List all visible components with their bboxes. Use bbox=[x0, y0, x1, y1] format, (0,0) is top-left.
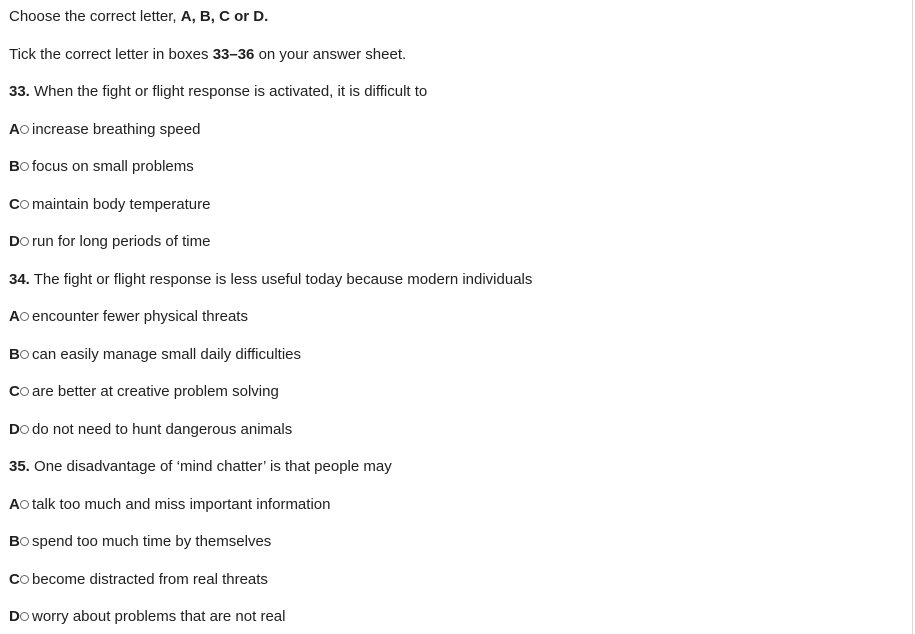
option-letter: B bbox=[9, 533, 20, 550]
radio-button[interactable] bbox=[20, 350, 29, 359]
option-34-c[interactable] bbox=[9, 382, 279, 402]
option-33-b[interactable] bbox=[9, 157, 194, 177]
option-text: encounter fewer physical threats bbox=[32, 308, 248, 325]
question-34 bbox=[9, 270, 532, 290]
option-text: focus on small problems bbox=[32, 158, 194, 175]
option-text: maintain body temperature bbox=[32, 196, 211, 213]
option-text: are better at creative problem solving bbox=[32, 383, 279, 400]
question-text: One disadvantage of ‘mind chatter’ is that people may bbox=[29, 458, 392, 475]
option-letter: A bbox=[9, 496, 20, 513]
option-35-c[interactable] bbox=[9, 570, 268, 590]
option-33-d[interactable] bbox=[9, 232, 210, 252]
instruction-tick-suffix: on your answer sheet. bbox=[254, 46, 407, 63]
option-text: talk too much and miss important information bbox=[32, 496, 331, 513]
instruction-choose bbox=[9, 7, 268, 27]
radio-button[interactable] bbox=[20, 425, 29, 434]
instruction-choose-letters: A, B, C or D. bbox=[180, 8, 269, 25]
radio-button[interactable] bbox=[20, 387, 29, 396]
option-text: worry about problems that are not real bbox=[32, 608, 286, 625]
instruction-tick-prefix: Tick the correct letter in boxes bbox=[9, 46, 213, 63]
option-34-a[interactable] bbox=[9, 307, 248, 327]
radio-button[interactable] bbox=[20, 162, 29, 171]
instruction-choose-text: Choose the correct letter, bbox=[9, 8, 181, 25]
option-letter: D bbox=[9, 421, 20, 438]
option-text: can easily manage small daily difficulties bbox=[32, 346, 302, 363]
option-text: spend too much time by themselves bbox=[32, 533, 272, 550]
instruction-tick bbox=[9, 45, 406, 65]
option-35-b[interactable] bbox=[9, 532, 271, 552]
option-letter: D bbox=[9, 608, 20, 625]
question-number: 33. bbox=[9, 83, 30, 100]
option-letter: C bbox=[9, 196, 20, 213]
option-34-d[interactable] bbox=[9, 420, 292, 440]
radio-button[interactable] bbox=[20, 312, 29, 321]
question-text: The fight or flight response is less useful today because modern individuals bbox=[29, 271, 533, 288]
option-34-b[interactable] bbox=[9, 345, 301, 365]
radio-button[interactable] bbox=[20, 575, 29, 584]
option-35-d[interactable] bbox=[9, 607, 285, 627]
option-letter: B bbox=[9, 158, 20, 175]
question-number: 34. bbox=[9, 271, 30, 288]
question-number: 35. bbox=[9, 458, 30, 475]
option-letter: C bbox=[9, 383, 20, 400]
radio-button[interactable] bbox=[20, 200, 29, 209]
option-text: increase breathing speed bbox=[32, 121, 201, 138]
radio-button[interactable] bbox=[20, 125, 29, 134]
instruction-tick-boxes: 33–36 bbox=[212, 46, 255, 63]
question-text: When the fight or flight response is activated, it is difficult to bbox=[29, 83, 428, 100]
option-letter: A bbox=[9, 308, 20, 325]
option-35-a[interactable] bbox=[9, 495, 330, 515]
option-letter: D bbox=[9, 233, 20, 250]
option-letter: C bbox=[9, 571, 20, 588]
option-text: do not need to hunt dangerous animals bbox=[32, 421, 293, 438]
option-letter: B bbox=[9, 346, 20, 363]
option-text: become distracted from real threats bbox=[32, 571, 268, 588]
option-letter: A bbox=[9, 121, 20, 138]
radio-button[interactable] bbox=[20, 237, 29, 246]
question-33 bbox=[9, 82, 427, 102]
radio-button[interactable] bbox=[20, 612, 29, 621]
option-33-a[interactable] bbox=[9, 120, 200, 140]
option-text: run for long periods of time bbox=[32, 233, 211, 250]
option-33-c[interactable] bbox=[9, 195, 210, 215]
question-35 bbox=[9, 457, 392, 477]
radio-button[interactable] bbox=[20, 537, 29, 546]
radio-button[interactable] bbox=[20, 500, 29, 509]
